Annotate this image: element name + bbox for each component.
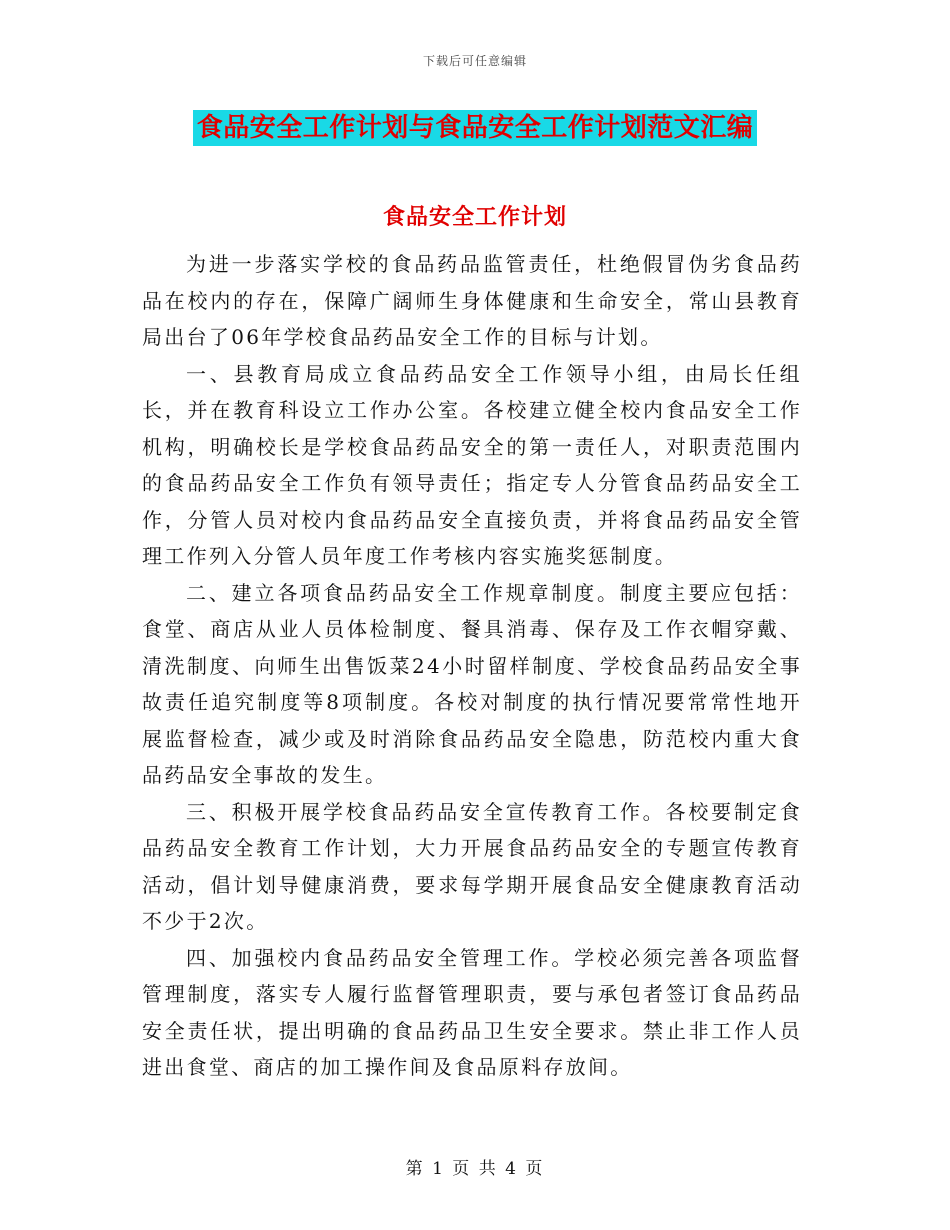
page-footer: 第 1 页 共 4 页 [405, 1159, 545, 1179]
main-title-container [0, 110, 950, 146]
paragraph-item-3: 三、积极开展学校食品药品安全宣传教育工作。各校要制定食品药品安全教育工作计划，大力开展食品药品安全的专题宣传教育活动，倡计划导健康消费，要求每学期开展食品安全健康教育活动不少于2次。 [142, 799, 802, 933]
paragraph-intro: 为进一步落实学校的食品药品监管责任，杜绝假冒伪劣食品药品在校内的存在，保障广阔师生身体健康和生命安全，常山县教育局出台了06年学校食品药品安全工作的目标与计划。 [142, 252, 802, 349]
paragraph-item-4: 四、加强校内食品药品安全管理工作。学校必须完善各项监督管理制度，落实专人履行监督管理职责，要与承包者签订食品药品安全责任状，提出明确的食品药品卫生安全要求。禁止非工作人员进出食堂、商店的加工操作间及食品原料存放间。 [142, 945, 802, 1079]
section-title: 食品安全工作计划 [382, 205, 567, 230]
document-body [142, 246, 802, 1086]
paragraph-item-1: 一、县教育局成立食品药品安全工作领导小组，由局长任组长，并在教育科设立工作办公室。各校建立健全校内食品安全工作机构，明确校长是学校食品药品安全的第一责任人，对职责范围内的食品药品安全工作负有领导责任；指定专人分管食品药品安全工作，分管人员对校内食品药品安全直接负责，并将食品药品安全管理工作列入分管人员年度工作考核内容实施奖惩制度。 [142, 361, 802, 568]
page-header-note: 下载后可任意编辑 [422, 54, 527, 68]
main-title: 食品安全工作计划与食品安全工作计划范文汇编 [193, 110, 758, 146]
paragraph-item-2: 二、建立各项食品药品安全工作规章制度。制度主要应包括：食堂、商店从业人员体检制度、餐具消毒、保存及工作衣帽穿戴、清洗制度、向师生出售饭菜24小时留样制度、学校食品药品安全事故责任追究制度等8项制度。各校对制度的执行情况要常常性地开展监督检查，减少或及时消除食品药品安全隐患，防范校内重大食品药品安全事故的发生。 [142, 580, 802, 787]
